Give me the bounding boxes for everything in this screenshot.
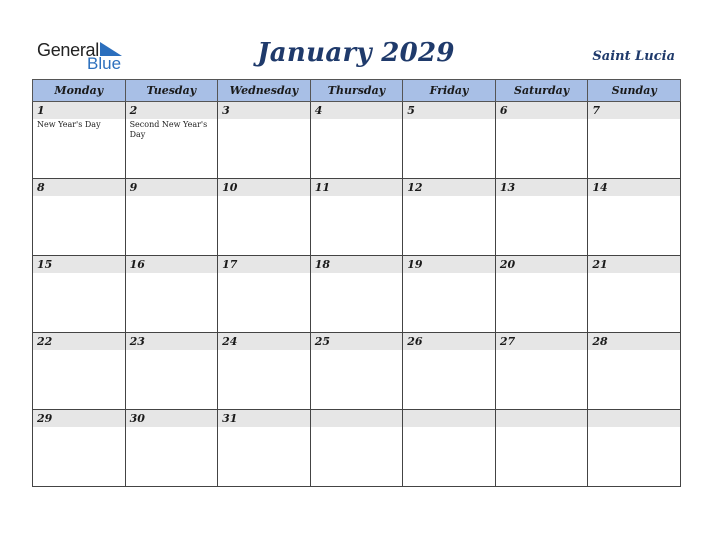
- day-cell[interactable]: [125, 256, 218, 333]
- day-number: 9: [126, 179, 218, 196]
- day-number: 21: [588, 256, 680, 273]
- week-row-4: [33, 333, 681, 410]
- day-number: [588, 410, 680, 427]
- day-number: 18: [311, 256, 403, 273]
- day-number: 30: [126, 410, 218, 427]
- day-number: [311, 410, 403, 427]
- day-number: 27: [496, 333, 588, 350]
- day-number: 24: [218, 333, 310, 350]
- day-cell[interactable]: [33, 179, 126, 256]
- day-cell[interactable]: [403, 256, 496, 333]
- day-cell[interactable]: [218, 333, 311, 410]
- day-cell[interactable]: [125, 179, 218, 256]
- day-number: 3: [218, 102, 310, 119]
- day-number: 15: [33, 256, 125, 273]
- day-number: 20: [496, 256, 588, 273]
- day-number: 28: [588, 333, 680, 350]
- week-row-5: [33, 410, 681, 487]
- day-number: [403, 410, 495, 427]
- holiday-label: Second New Year's Day: [129, 120, 208, 139]
- day-number: 4: [311, 102, 403, 119]
- day-cell[interactable]: [495, 179, 588, 256]
- day-number: 17: [218, 256, 310, 273]
- day-cell[interactable]: [403, 102, 496, 179]
- day-number: 25: [311, 333, 403, 350]
- day-cell[interactable]: [125, 333, 218, 410]
- day-cell[interactable]: [33, 102, 126, 179]
- day-cell[interactable]: [125, 410, 218, 487]
- empty-day-cell: [403, 410, 496, 487]
- week-row-2: [33, 179, 681, 256]
- day-cell[interactable]: [495, 102, 588, 179]
- day-cell[interactable]: [403, 333, 496, 410]
- country-name: Saint Lucia: [592, 49, 675, 64]
- day-cell[interactable]: [588, 179, 681, 256]
- day-number: 1: [33, 102, 125, 119]
- day-number: 12: [403, 179, 495, 196]
- calendar-title: January 2029: [257, 38, 455, 68]
- holiday-label: New Year's Day: [37, 120, 101, 129]
- day-number: 14: [588, 179, 680, 196]
- weekday-saturday: Saturday: [495, 80, 588, 102]
- day-cell[interactable]: [310, 102, 403, 179]
- weekday-tuesday: Tuesday: [125, 80, 218, 102]
- weekday-monday: Monday: [33, 80, 126, 102]
- week-row-1: [33, 102, 681, 179]
- day-number: 6: [496, 102, 588, 119]
- day-cell[interactable]: [33, 410, 126, 487]
- day-cell[interactable]: [588, 102, 681, 179]
- empty-day-cell: [588, 410, 681, 487]
- logo-text-blue: Blue: [87, 54, 122, 73]
- day-cell[interactable]: [33, 333, 126, 410]
- weekday-header-row: [33, 80, 681, 102]
- day-number: 7: [588, 102, 680, 119]
- calendar-grid: [32, 79, 681, 487]
- day-cell[interactable]: [588, 333, 681, 410]
- day-cell[interactable]: [310, 179, 403, 256]
- day-cell[interactable]: [218, 179, 311, 256]
- day-number: 29: [33, 410, 125, 427]
- weekday-wednesday: Wednesday: [218, 80, 311, 102]
- weekday-friday: Friday: [403, 80, 496, 102]
- day-number: 31: [218, 410, 310, 427]
- day-number: 16: [126, 256, 218, 273]
- day-cell[interactable]: [310, 256, 403, 333]
- day-cell[interactable]: [495, 333, 588, 410]
- day-number: 5: [403, 102, 495, 119]
- empty-day-cell: [495, 410, 588, 487]
- day-number: 10: [218, 179, 310, 196]
- day-number: 8: [33, 179, 125, 196]
- day-number: 19: [403, 256, 495, 273]
- day-number: 23: [126, 333, 218, 350]
- day-number: 11: [311, 179, 403, 196]
- day-cell[interactable]: [33, 256, 126, 333]
- logo-text-general: General: [37, 40, 99, 60]
- day-number: [496, 410, 588, 427]
- weekday-sunday: Sunday: [588, 80, 681, 102]
- day-cell[interactable]: [310, 333, 403, 410]
- weekday-thursday: Thursday: [310, 80, 403, 102]
- day-number: 2: [126, 102, 218, 119]
- day-cell[interactable]: [495, 256, 588, 333]
- day-number: 26: [403, 333, 495, 350]
- day-cell[interactable]: [218, 102, 311, 179]
- day-number: 13: [496, 179, 588, 196]
- day-number: 22: [33, 333, 125, 350]
- day-cell[interactable]: [403, 179, 496, 256]
- day-cell[interactable]: [218, 256, 311, 333]
- week-row-3: [33, 256, 681, 333]
- empty-day-cell: [310, 410, 403, 487]
- day-cell[interactable]: [588, 256, 681, 333]
- day-cell[interactable]: [218, 410, 311, 487]
- day-cell[interactable]: [125, 102, 218, 179]
